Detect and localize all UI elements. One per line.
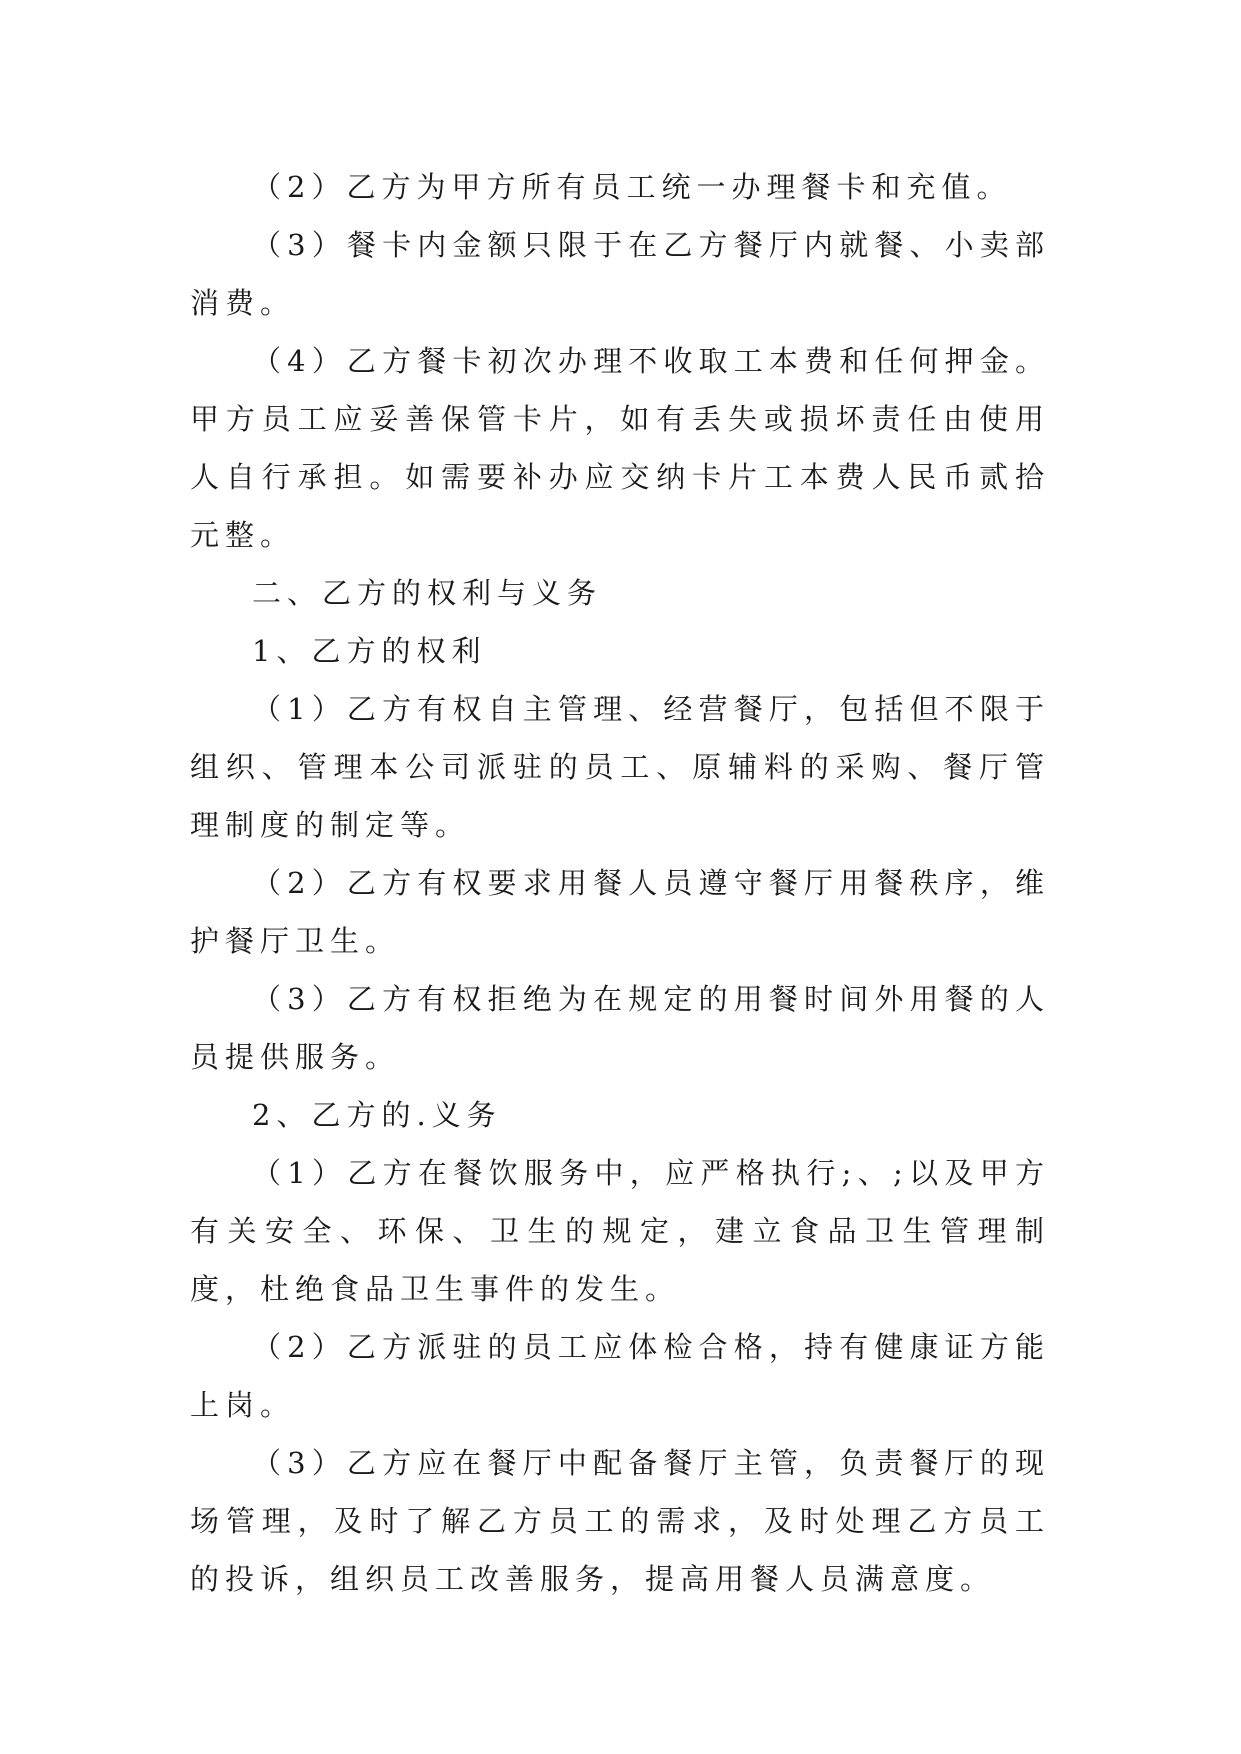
subheading-party-b-obligations: 2、乙方的.义务	[252, 1098, 502, 1132]
paragraph-rights-3: （3）乙方有权拒绝为在规定的用餐时间外用餐的人员提供服务。	[190, 982, 1050, 1074]
paragraph-2-meal-card-handling: （2）乙方为甲方所有员工统一办理餐卡和充值。	[252, 170, 1012, 204]
paragraph-obligations-1: （1）乙方在餐饮服务中，应严格执行;、;以及甲方有关安全、环保、卫生的规定，建立食品卫生管理制度，杜绝食品卫生事件的发生。	[190, 1156, 1050, 1306]
paragraph-3-card-usage-scope: （3）餐卡内金额只限于在乙方餐厅内就餐、小卖部消费。	[190, 228, 1050, 320]
document-body	[190, 158, 1050, 1608]
paragraph-rights-1: （1）乙方有权自主管理、经营餐厅，包括但不限于组织、管理本公司派驻的员工、原辅料的采购、餐厅管理制度的制定等。	[190, 692, 1050, 842]
paragraph-rights-2: （2）乙方有权要求用餐人员遵守餐厅用餐秩序，维护餐厅卫生。	[190, 866, 1050, 958]
paragraph-obligations-2: （2）乙方派驻的员工应体检合格，持有健康证方能上岗。	[190, 1330, 1050, 1422]
paragraph-obligations-3: （3）乙方应在餐厅中配备餐厅主管，负责餐厅的现场管理，及时了解乙方员工的需求，及时处理乙方员工的投诉，组织员工改善服务，提高用餐人员满意度。	[190, 1446, 1050, 1596]
paragraph-4-card-fees: （4）乙方餐卡初次办理不收取工本费和任何押金。甲方员工应妥善保管卡片，如有丢失或损坏责任由使用人自行承担。如需要补办应交纳卡片工本费人民币贰拾元整。	[190, 344, 1050, 552]
subheading-party-b-rights: 1、乙方的权利	[252, 634, 487, 668]
section-heading-rights-obligations: 二、乙方的权利与义务	[252, 576, 603, 610]
